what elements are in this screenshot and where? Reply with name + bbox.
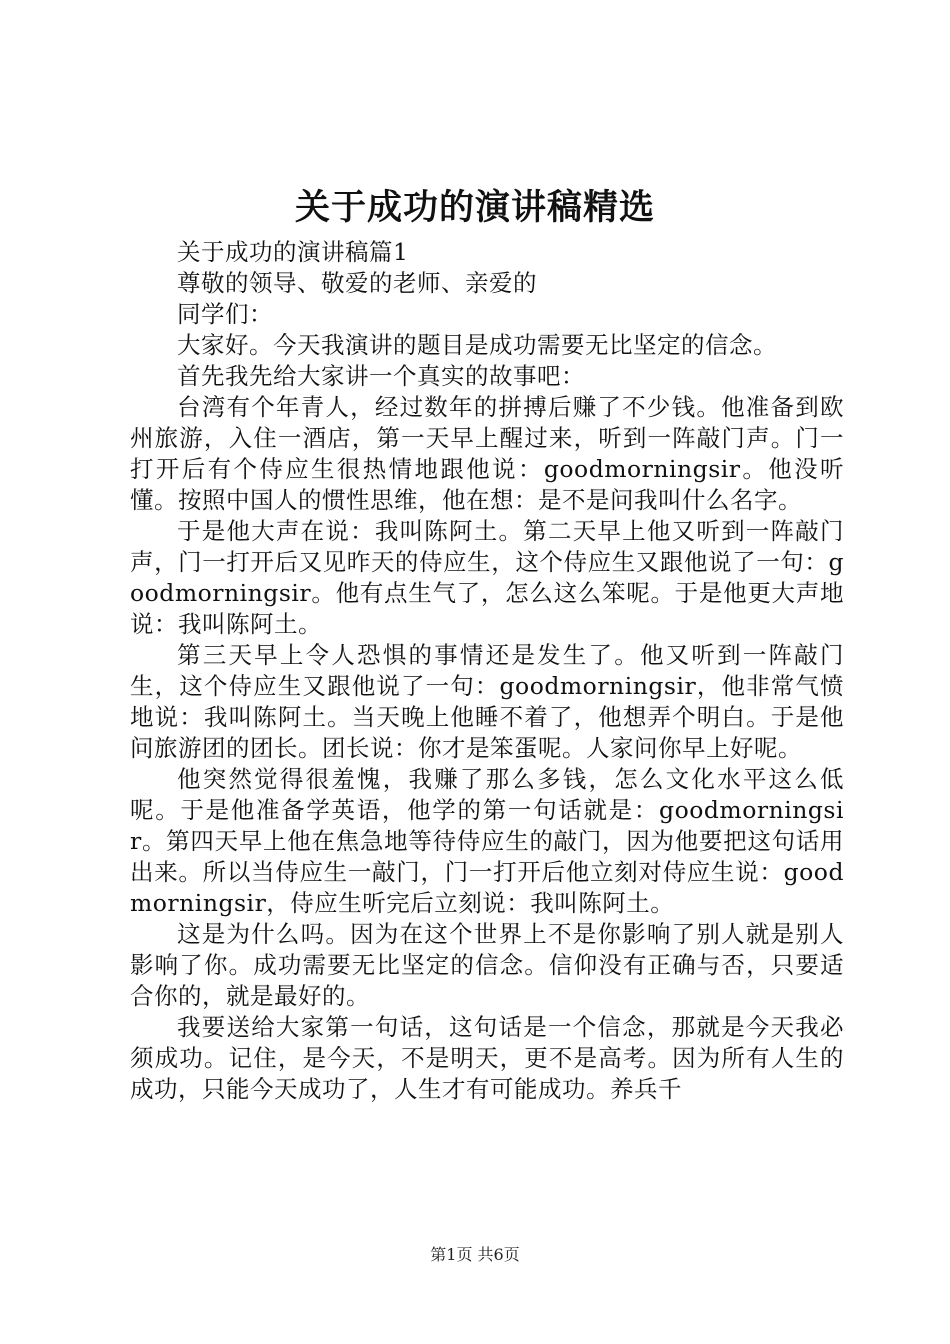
paragraph: 这是为什么吗。因为在这个世界上不是你影响了别人就是别人影响了你。成功需要无比坚定的信念。信仰没有正确与否，只要适合你的，就是最好的。 bbox=[130, 920, 844, 1010]
paragraph: 台湾有个年青人，经过数年的拼搏后赚了不少钱。他准备到欧州旅游，入住一酒店，第一天早上醒过来，听到一阵敲门声。门一打开后有个侍应生很热情地跟他说：goodmorningsir。他没听懂。按照中国人的惯性思维，他在想：是不是问我叫什么名字。 bbox=[130, 393, 844, 514]
paragraph: 同学们： bbox=[177, 300, 273, 328]
page-footer: 第1页 共6页 bbox=[430, 1245, 520, 1264]
paragraph: 关于成功的演讲稿篇1 bbox=[177, 238, 409, 266]
paragraph: 于是他大声在说：我叫陈阿土。第二天早上他又听到一阵敲门声，门一打开后又见昨天的侍应生，这个侍应生又跟他说了一句：goodmorningsir。他有点生气了，怎么这么笨呢。于是他更大声地说：我叫陈阿土。 bbox=[130, 517, 844, 638]
paragraph: 我要送给大家第一句话，这句话是一个信念，那就是今天我必须成功。记住，是今天，不是明天，更不是高考。因为所有人生的成功，只能今天成功了，人生才有可能成功。养兵千 bbox=[130, 1013, 844, 1103]
paragraph: 大家好。今天我演讲的题目是成功需要无比坚定的信念。 bbox=[177, 331, 777, 359]
paragraph: 首先我先给大家讲一个真实的故事吧： bbox=[177, 362, 585, 390]
paragraph: 尊敬的领导、敬爱的老师、亲爱的 bbox=[177, 269, 537, 297]
paragraph: 第三天早上令人恐惧的事情还是发生了。他又听到一阵敲门生，这个侍应生又跟他说了一句：goodmorningsir，他非常气愤地说：我叫陈阿土。当天晚上他睡不着了，他想弄个明白。于是他问旅游团的团长。团长说：你才是笨蛋呢。人家问你早上好呢。 bbox=[130, 641, 844, 762]
document-body bbox=[130, 237, 844, 1105]
document-title: 关于成功的演讲稿精选 bbox=[294, 188, 655, 228]
paragraph: 他突然觉得很羞愧，我赚了那么多钱，怎么文化水平这么低呢。于是他准备学英语，他学的第一句话就是：goodmorningsir。第四天早上他在焦急地等待侍应生的敲门，因为他要把这句话用出来。所以当侍应生一敲门，门一打开后他立刻对侍应生说：goodmorningsir，侍应生听完后立刻说：我叫陈阿土。 bbox=[130, 765, 844, 917]
